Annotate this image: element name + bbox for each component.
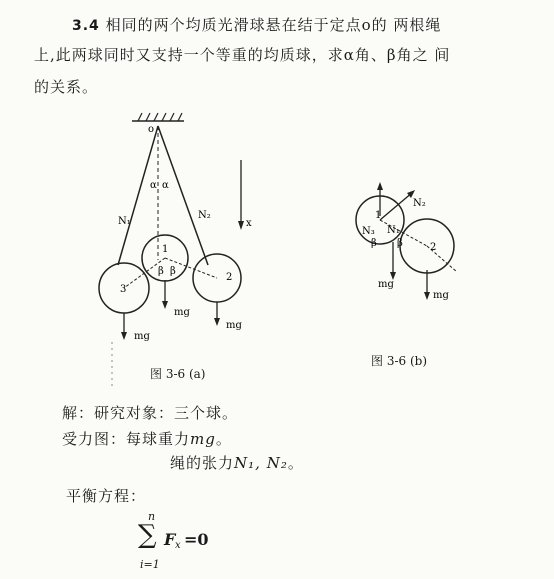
solution-line-4: 平衡方程： <box>66 487 147 505</box>
force-subscript: x <box>175 540 181 551</box>
solution-line-2-prefix: 受力图：每球重力 <box>62 430 191 448</box>
equilibrium-equation <box>134 512 254 576</box>
x-axis-label: x <box>246 218 252 229</box>
mg-b-left-label: mg <box>378 279 394 290</box>
alpha-left-label: α <box>150 180 157 191</box>
mg-b-right-label: mg <box>433 290 449 301</box>
n1-b-arrowhead <box>377 182 383 190</box>
figure-b-diagram <box>345 180 470 305</box>
solution-line-2 <box>62 428 232 449</box>
mg-right-arrowhead <box>214 318 220 326</box>
figure-a-caption: 图 3-6 (a) <box>150 367 206 381</box>
problem-line-1 <box>72 14 441 35</box>
ball-b-1-label: 1 <box>375 210 382 221</box>
solution-line-1: 解：研究对象：三个球。 <box>62 404 239 422</box>
ball-b-2-label: 2 <box>430 242 437 253</box>
beta-left-label: β <box>158 266 164 277</box>
sum-lower-limit: i=1 <box>140 558 160 571</box>
n2-label: N₂ <box>198 210 211 221</box>
figure-a-diagram <box>80 110 280 395</box>
ball-2-label: 2 <box>226 272 233 283</box>
solution-line-3-prefix: 绳的张力 <box>170 454 235 472</box>
n1-b-label: N₁ <box>387 225 400 236</box>
origin-label: o <box>148 124 155 135</box>
mg-right-label: mg <box>226 320 242 331</box>
rope-left <box>118 126 158 265</box>
force-symbol: F <box>164 530 176 549</box>
solution-line-3-suffix: 。 <box>287 454 304 472</box>
sum-upper-limit: n <box>148 510 156 523</box>
solution-line-3-math: N₁, N₂ <box>234 454 288 472</box>
x-axis-arrowhead <box>238 221 244 230</box>
problem-line-2: 上,此两球同时又支持一个等重的均质球，求α角、β角之 间 <box>34 46 451 64</box>
n3-b-label: N₃ <box>362 226 375 237</box>
alpha-right-label: α <box>162 180 169 191</box>
solution-line-2-suffix: 。 <box>215 430 232 448</box>
beta-b-label: β <box>371 238 377 249</box>
solution-line-3 <box>170 452 304 473</box>
equation-rhs: =0 <box>184 530 209 549</box>
mg-left-label: mg <box>134 331 150 342</box>
problem-text-1: 相同的两个均质光滑球悬在结于定点o的 两根绳 <box>105 16 442 34</box>
mg-b-right-arrowhead <box>424 292 430 300</box>
problem-number: 3.4 <box>72 18 100 34</box>
problem-line-3: 的关系。 <box>34 78 99 96</box>
solution-line-2-math: mg <box>190 430 216 448</box>
beta-right-label: β <box>170 266 176 277</box>
ceiling-hatch <box>138 113 182 121</box>
ball-3-label: 3 <box>120 284 127 295</box>
n2-b-label: N₂ <box>413 198 426 209</box>
sigma-symbol: ∑ <box>138 520 157 550</box>
ball-1-label: 1 <box>162 244 169 255</box>
mg-middle-arrowhead <box>162 301 168 309</box>
mg-middle-label: mg <box>174 307 190 318</box>
mg-left-arrowhead <box>121 332 127 340</box>
beta-b-label-2: β <box>397 238 403 249</box>
n1-label: N₁ <box>118 216 131 227</box>
figure-b-caption: 图 3-6 (b) <box>371 354 427 368</box>
